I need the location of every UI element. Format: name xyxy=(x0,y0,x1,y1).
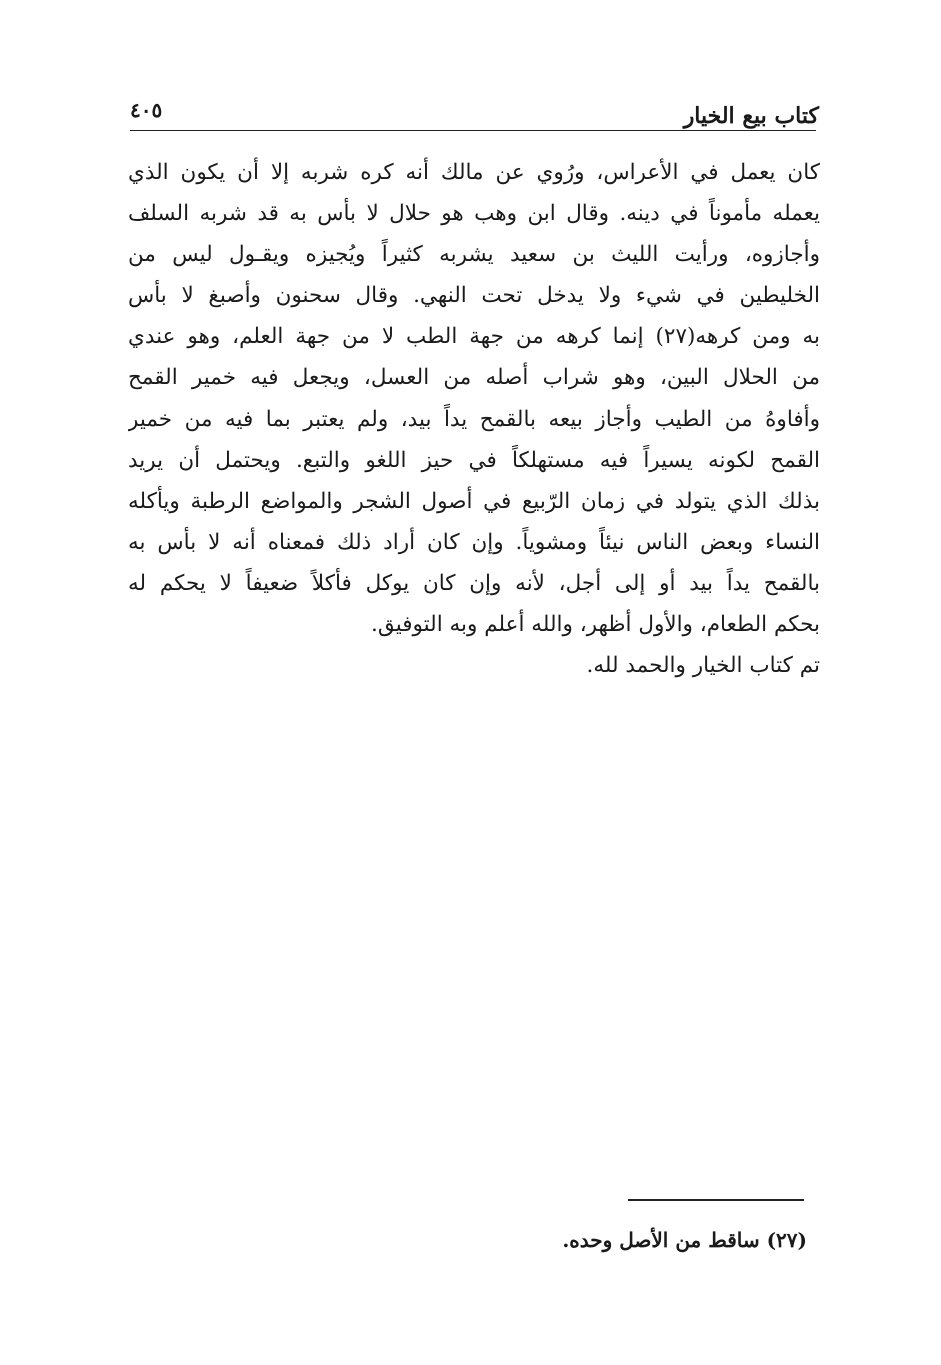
closing-line: تم كتاب الخيار والحمد لله. xyxy=(586,653,820,679)
footnote-rule xyxy=(628,1199,804,1201)
body-line: بذلك الذي يتولد في زمان الرّبيع في أصول الشجر والمواضع الرطبة ويأكله xyxy=(128,488,820,514)
body-line: بحكم الطعام، والأول أظهر، والله أعلم وبه التوفيق. xyxy=(371,612,820,638)
body-line: وأجازوه، ورأيت الليث بن سعيد يشربه كثيراً ويُجيزه ويقـول ليس من xyxy=(128,242,820,268)
body-line: وأفاوهُ من الطيب وأجاز بيعه بالقمح يداً بيد، ولم يعتبر بما فيه من خمير xyxy=(128,406,820,432)
header-rule xyxy=(130,130,816,131)
body-line: بالقمح يداً بيد أو إلى أجل، لأنه وإن كان يوكل فأكلاً ضعيفاً لا يحكم له xyxy=(128,570,820,596)
body-line: كان يعمل في الأعراس، ورُوي عن مالك أنه كره شربه إلا أن يكون الذي xyxy=(128,160,820,185)
body-line: الخليطين في شيء ولا يدخل تحت النهي. وقال سحنون وأصبغ لا بأس xyxy=(128,283,820,309)
running-title: كتاب بيع الخيار xyxy=(683,103,819,129)
body-line: القمح لكونه يسيراً فيه مستهلكاً في حيز اللغو والتبع. ويحتمل أن يريد xyxy=(128,447,820,473)
body-line: من الحلال البين، وهو شراب أصله من العسل، ويجعل فيه خمير القمح xyxy=(128,365,820,391)
body-text xyxy=(128,152,820,686)
body-line: به ومن كرهه(٢٧) إنما كرهه من جهة الطب لا من جهة العلم، وهو عندي xyxy=(128,324,820,350)
body-line: النساء وبعض الناس نيئاً ومشوياً. وإن كان أراد ذلك فمعناه أنه لا بأس به xyxy=(128,529,820,555)
page-number: ٤٠٥ xyxy=(130,98,163,122)
footnote: (٢٧) ساقط من الأصل وحده. xyxy=(562,1228,807,1252)
body-line: يعمله مأموناً في دينه. وقال ابن وهب هو حلال لا بأس به قد شربه السلف xyxy=(128,201,820,227)
